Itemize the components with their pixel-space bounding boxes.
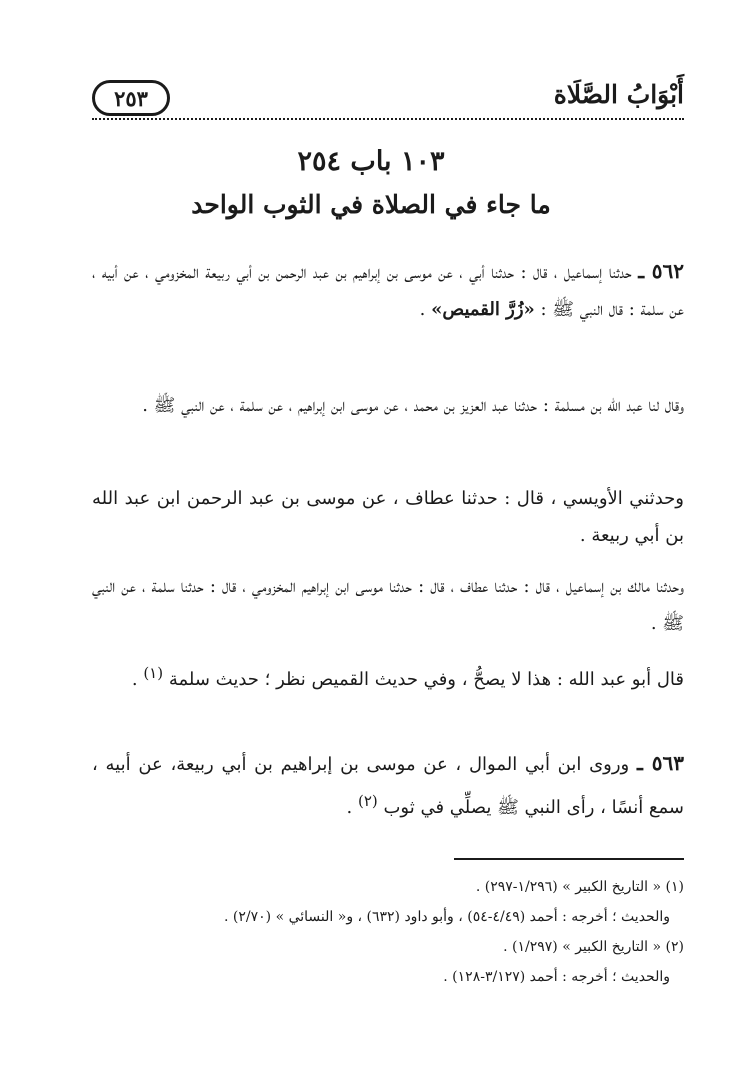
- footnote-1: (١) « التاريخ الكبير » (١/٢٩٦-٢٩٧) .: [475, 879, 684, 895]
- author-comment: [92, 655, 684, 698]
- sentence-end: .: [419, 299, 426, 320]
- chapter-number: ١٠٣ باب ٢٥٤: [297, 146, 445, 177]
- chain-paragraph: وقال لنا عبد الله بن مسلمة : حدثنا عبد العزيز بن محمد ، عن موسى ابن إبراهيم ، عن سلمة ، عن النبي ﷺ .: [142, 395, 684, 416]
- hadith-text: وروى ابن أبي الموال ، عن موسى بن إبراهيم بن أبي ربيعة، عن أبيه ، سمع أنسًا ، رأى النبي ﷺ يصلِّي في ثوب: [92, 754, 684, 818]
- chain-paragraph: وحدثني الأويسي ، قال : حدثنا عطاف ، عن موسى بن عبد الرحمن ابن عبد الله بن أبي ربيعة .: [92, 488, 684, 546]
- footnote-2-detail: والحديث ؛ أخرجه : أحمد (٣/١٢٧-١٢٨) .: [443, 969, 670, 985]
- running-header-title: أَبْوَابُ الصَّلَاة: [553, 80, 684, 109]
- chapter-title: ما جاء في الصلاة في الثوب الواحد: [191, 190, 551, 219]
- hadith-562: [92, 253, 684, 328]
- chain-paragraph: وحدثنا مالك بن إسماعيل ، قال : حدثنا عطاف ، قال : حدثنا موسى ابن إبراهيم المخزومي ، قال : حدثنا سلمة ، عن النبي ﷺ .: [92, 576, 684, 634]
- hadith-quote: «زُرَّ القميص»: [431, 299, 535, 320]
- hadith-number: ٥٦٣ ـ: [636, 751, 684, 775]
- footnote-ref[interactable]: (١): [143, 664, 164, 682]
- sentence-end: .: [131, 669, 138, 690]
- comment-text: قال أبو عبد الله : هذا لا يصحُّ ، وفي حديث القميص نظر ؛ حديث سلمة: [168, 669, 684, 690]
- footnote-ref[interactable]: (٢): [357, 792, 378, 810]
- header-divider: [92, 118, 684, 123]
- page-number-badge: ٢٥٣: [92, 80, 170, 116]
- footnote-1-detail: والحديث ؛ أخرجه : أحمد (٤/٤٩-٥٤) ، وأبو داود (٦٣٢) ، و« النسائي » (٢/٧٠) .: [224, 909, 670, 925]
- footnote-divider: [454, 858, 684, 860]
- hadith-text: حدثنا إسماعيل ، قال : حدثنا أبي ، عن موسى بن إبراهيم بن عبد الرحمن بن أبي ربيعة المخزومي ، عن أبيه ، عن سلمة : قال النبي ﷺ :: [92, 262, 684, 320]
- sentence-end: .: [346, 797, 353, 818]
- footnote-2: (٢) « التاريخ الكبير » (١/٢٩٧) .: [503, 939, 684, 955]
- hadith-563: [92, 745, 684, 826]
- hadith-number: ٥٦٢ ـ: [638, 259, 684, 283]
